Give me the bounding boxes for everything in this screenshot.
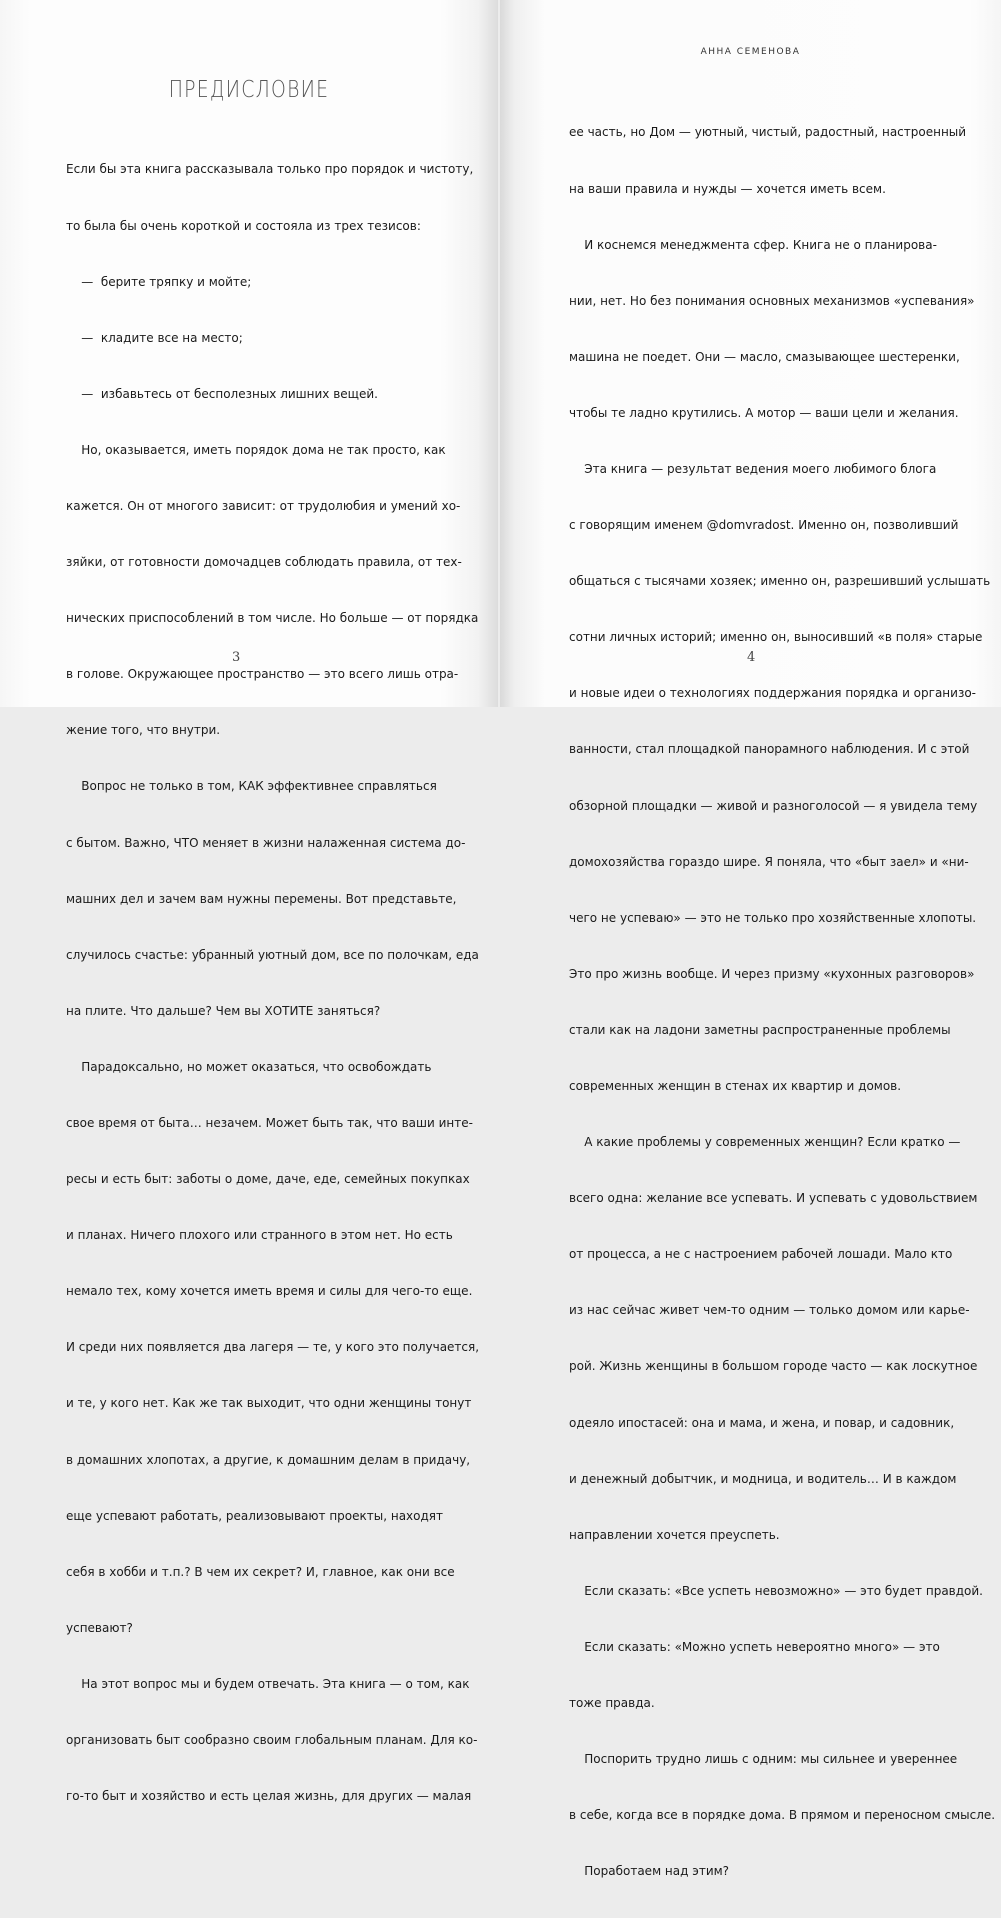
text-line: и денежный добытчик, и модница, и водитель… И в каждом [569,1471,957,1486]
text-line: и новые идеи о технологиях поддержания порядка и организо- [569,686,976,701]
text-line: сотни личных историй; именно он, выносивший «в поля» старые [569,630,983,645]
text-line: организовать быт сообразно своим глобальным планам. Для ко- [66,1733,478,1748]
text-line: чтобы те ладно крутились. А мотор — ваши цели и желания. [569,405,959,420]
text-line: всего одна: желание все успевать. И успевать с удовольствием [569,1191,978,1206]
text-line: Парадоксально, но может оказаться, что освобождать [66,1059,432,1074]
text-line: зяйки, от готовности домочадцев соблюдать правила, от тех- [66,555,462,570]
text-line: одеяло ипостасей: она и мама, и жена, и повар, и садовник, [569,1415,955,1430]
text-line: с бытом. Важно, ЧТО меняет в жизни налаженная система до- [66,835,466,850]
text-line: чего не успеваю» — это не только про хозяйственные хлопоты. [569,910,977,925]
text-line: И коснемся менеджмента сфер. Книга не о планирова- [569,237,937,252]
text-line: рой. Жизнь женщины в большом городе часто — как лоскутное [569,1359,978,1374]
text-line: Если бы эта книга рассказывала только про порядок и чистоту, [66,162,474,177]
chapter-title: ПРЕДИСЛОВИЕ [168,77,330,103]
text-line: еще успевают работать, реализовывают проекты, находят [66,1508,443,1523]
text-line: в домашних хлопотах, а другие, к домашним делам в придачу, [66,1452,471,1467]
text-line: Эта книга — результат ведения моего любимого блога [569,461,937,476]
text-line: И среди них появляется два лагеря — те, у кого это получается, [66,1340,480,1355]
text-line: успевают? [66,1620,133,1635]
text-line: немало тех, кому хочется иметь время и силы для чего-то еще. [66,1284,473,1299]
text-line: случилось счастье: убранный уютный дом, все по полочкам, еда [66,947,479,962]
text-line: себя в хобби и т.п.? В чем их секрет? И, главное, как они все [66,1564,455,1579]
text-line: общаться с тысячами хозяек; именно он, разрешивший услышать [569,574,991,589]
text-line: на ваши правила и нужды — хочется иметь всем. [569,181,886,196]
list-item: — избавьтесь от бесполезных лишних вещей. [66,386,378,401]
list-item: — берите тряпку и мойте; [66,274,252,289]
text-line: нии, нет. Но без понимания основных механизмов «успевания» [569,293,975,308]
text-line: из нас сейчас живет чем-то одним — только домом или карье- [569,1303,970,1318]
text-line: Но, оказывается, иметь порядок дома не так просто, как [66,442,446,457]
text-line: свое время от быта… незачем. Может быть так, что ваши инте- [66,1116,473,1130]
text-line: жение того, что внутри. [66,723,221,738]
text-line: кажется. Он от многого зависит: от трудолюбия и умений хо- [66,498,461,513]
list-item: — кладите все на место; [66,330,243,345]
page-number-left: 3 [232,650,241,665]
text-line: На этот вопрос мы и будем отвечать. Эта книга — о том, как [66,1676,470,1691]
text-line: в себе, когда все в порядке дома. В прямом и переносном смысле. [569,1808,996,1823]
text-line: то была бы очень короткой и состояла из трех тезисов: [66,218,421,233]
text-line: от процесса, а не с настроением рабочей лошади. Мало кто [569,1247,953,1262]
text-line: на плите. Что дальше? Чем вы ХОТИТЕ заняться? [66,1003,381,1018]
text-line: го-то быт и хозяйство и есть целая жизнь, для других — малая [66,1789,472,1804]
text-line: Поработаем над этим? [569,1864,730,1879]
text-line: с говорящим именем @domvradost. Именно он, позволивший [569,518,959,533]
text-line: Если сказать: «Все успеть невозможно» — это будет правдой. [569,1583,983,1598]
text-line: Вопрос не только в том, КАК эффективнее справляться [66,779,437,794]
text-line: направлении хочется преуспеть. [569,1527,780,1542]
text-line: стали как на ладони заметны распространенные проблемы [569,1022,951,1037]
running-head-author: АННА СЕМЕНОВА [700,47,801,57]
text-line: и те, у кого нет. Как же так выходит, что одни женщины тонут [66,1396,472,1411]
right-page-body [569,86,995,1918]
page-number-right: 4 [747,650,756,665]
text-line: Это про жизнь вообще. И через призму «кухонных разговоров» [569,966,975,981]
text-line: и планах. Ничего плохого или странного в этом нет. Но есть [66,1228,453,1243]
text-line: Если сказать: «Можно успеть невероятно много» — это [569,1639,940,1654]
text-line: машних дел и зачем вам нужны перемены. Вот представьте, [66,891,457,906]
left-page-body [66,123,479,1843]
text-line: домохозяйства гораздо шире. Я поняла, что «быт заел» и «ни- [569,854,969,869]
text-line: обзорной площадки — живой и разноголосой — я увидела тему [569,798,978,813]
text-line: ее часть, но Дом — уютный, чистый, радостный, настроенный [569,125,967,140]
text-line: машина не поедет. Они — масло, смазывающее шестеренки, [569,349,960,364]
text-line: в голове. Окружающее пространство — это всего лишь отра- [66,667,459,682]
text-line: ванности, стал площадкой панорамного наблюдения. И с этой [569,742,970,757]
text-line: ресы и есть быт: заботы о доме, даче, еде, семейных покупках [66,1172,470,1187]
text-line: Поспорить трудно лишь с одним: мы сильнее и увереннее [569,1752,958,1767]
left-page [0,0,498,1804]
text-line: нических приспособлений в том числе. Но больше — от порядка [66,611,479,626]
text-line: тоже правда. [569,1696,655,1711]
text-line: А какие проблемы у современных женщин? Если кратко — [569,1135,961,1150]
text-line: современных женщин в стенах их квартир и домов. [569,1079,902,1093]
